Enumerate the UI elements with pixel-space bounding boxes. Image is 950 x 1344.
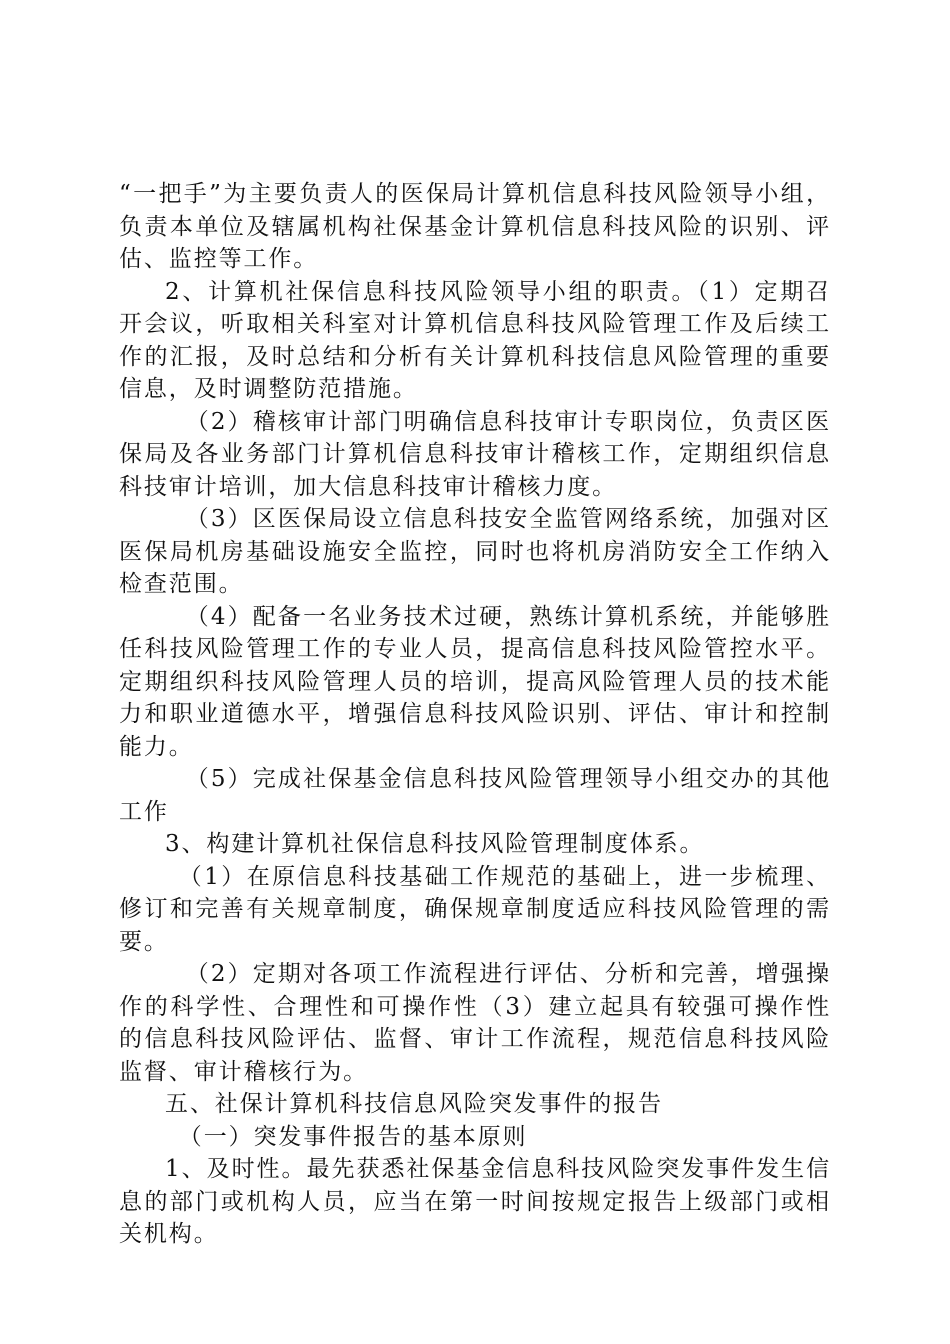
paragraph-system-1-rules: （1）在原信息科技基础工作规范的基础上，进一步梳理、修订和完善有关规章制度，确保规章制度适应科技风险管理的需要。 <box>119 863 831 955</box>
document-body <box>119 178 831 1251</box>
paragraph-duty-5-other: （5）完成社保基金信息科技风险管理领导小组交办的其他工作 <box>119 766 831 825</box>
paragraph-item-3-system: 3、构建计算机社保信息科技风险管理制度体系。 <box>165 831 705 857</box>
paragraph-duty-2-audit: （2）稽核审计部门明确信息科技审计专职岗位，负责区医保局及各业务部门计算机信息科技审计稽核工作，定期组织信息科技审计培训，加大信息科技审计稽核力度。 <box>119 408 831 500</box>
paragraph-system-2-workflow: （2）定期对各项工作流程进行评估、分析和完善，增强操作的科学性、合理性和可操作性（3）建立起具有较强可操作性的信息科技风险评估、监督、审计工作流程，规范信息科技风险监督、审计稽核行为。 <box>119 961 831 1085</box>
paragraph-leading-group: “一把手”为主要负责人的医保局计算机信息科技风险领导小组，负责本单位及辖属机构社保基金计算机信息科技风险的识别、评估、监控等工作。 <box>119 181 831 272</box>
subsection-heading-principles: （一）突发事件报告的基本原则 <box>178 1123 528 1150</box>
paragraph-duty-3-monitoring: （3）区医保局设立信息科技安全监管网络系统，加强对区医保局机房基础设施安全监控，同时也将机房消防安全工作纳入检查范围。 <box>119 506 831 597</box>
paragraph-duty-4-staffing: （4）配备一名业务技术过硬，熟练计算机系统，并能够胜任科技风险管理工作的专业人员，提高信息科技风险管控水平。定期组织科技风险管理人员的培训，提高风险管理人员的技术能力和职业道德水平，增强信息科技风险识别、评估、审计和控制能力。 <box>119 603 831 760</box>
paragraph-item-2-duties: 2、计算机社保信息科技风险领导小组的职责。（1）定期召开会议，听取相关科室对计算机信息科技风险管理工作及后续工作的汇报，及时总结和分析有关计算机科技信息风险管理的重要信息，及时调整防范措施。 <box>119 278 831 402</box>
paragraph-principle-1-timeliness: 1、及时性。最先获悉社保基金信息科技风险突发事件发生信息的部门或机构人员，应当在第一时间按规定报告上级部门或相关机构。 <box>119 1156 831 1247</box>
section-heading-five: 五、社保计算机科技信息风险突发事件的报告 <box>165 1091 663 1117</box>
